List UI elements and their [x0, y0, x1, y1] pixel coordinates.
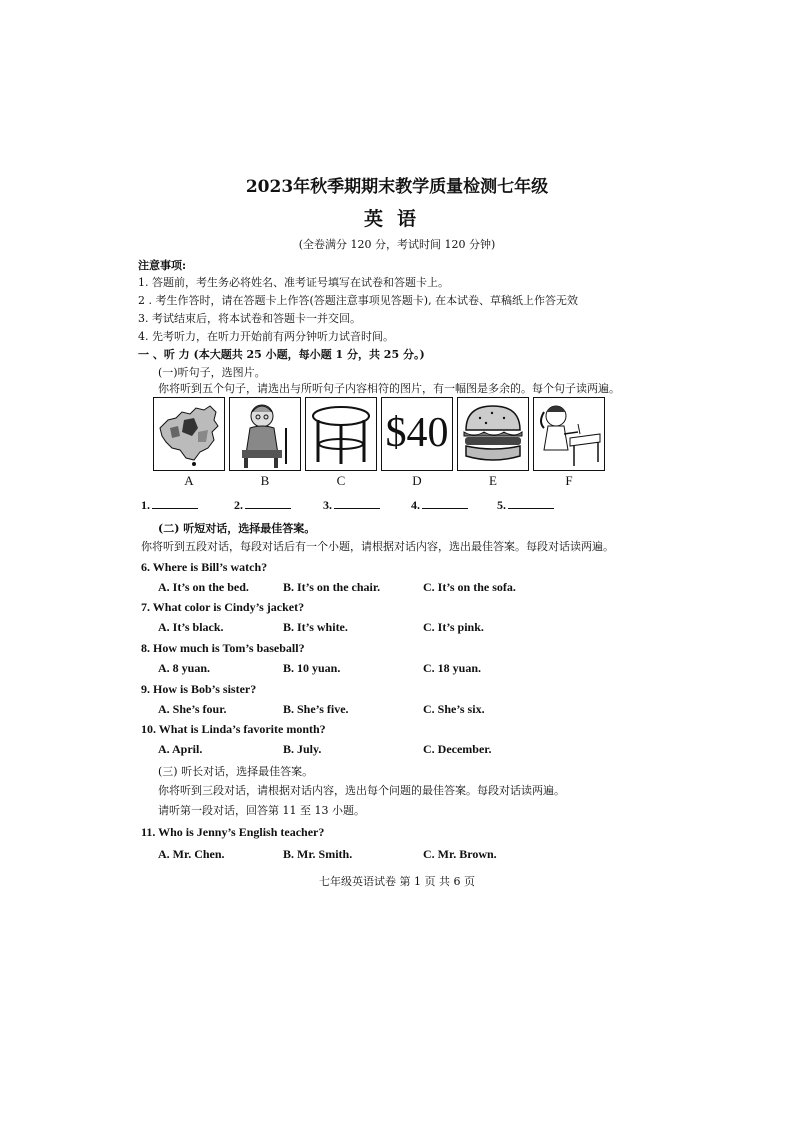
- note-item-3: 3. 考试结束后，将本试卷和答题卡一并交回。: [138, 312, 361, 325]
- picture-label-e: E: [489, 473, 497, 488]
- q11-option-b[interactable]: B. Mr. Smith.: [283, 847, 353, 861]
- q8-option-b[interactable]: B. 10 yuan.: [283, 661, 341, 675]
- q7-option-a[interactable]: A. It’s black.: [158, 620, 224, 634]
- table-icon: [305, 397, 377, 471]
- q8-option-c[interactable]: C. 18 yuan.: [423, 661, 482, 675]
- q7-option-c[interactable]: C. It’s pink.: [423, 620, 484, 634]
- section-listening-heading: 一 、听 力 (本大题共 25 小题，每小题 1 分，共 25 分。): [138, 348, 425, 361]
- question-9: 9. How is Bob’s sister?: [141, 682, 257, 696]
- question-7: 7. What color is Cindy’s jacket?: [141, 600, 305, 614]
- china-map-icon: [153, 397, 225, 471]
- q11-option-c[interactable]: C. Mr. Brown.: [423, 847, 497, 861]
- picture-label-d: D: [412, 473, 422, 488]
- q10-option-c[interactable]: C. December.: [423, 742, 492, 756]
- hamburger-icon: [457, 397, 529, 471]
- q10-option-b[interactable]: B. July.: [283, 742, 322, 756]
- question-6: 6. Where is Bill’s watch?: [141, 560, 268, 574]
- part2-heading: (二) 听短对话，选择最佳答案。: [158, 522, 316, 535]
- part1-heading: (一)听句子，选图片。: [158, 366, 266, 379]
- q6-option-c[interactable]: C. It’s on the sofa.: [423, 580, 516, 594]
- answer-blank-5[interactable]: 5.: [497, 498, 554, 513]
- grandmother-icon: [229, 397, 301, 471]
- exam-title: 2023年秋季期期末教学质量检测七年级: [245, 177, 549, 197]
- part3-sub-instruction: 请听第一段对话，回答第 11 至 13 小题。: [158, 804, 365, 817]
- picture-label-c: C: [336, 473, 346, 488]
- notes-heading: 注意事项:: [138, 259, 187, 272]
- q8-option-a[interactable]: A. 8 yuan.: [158, 661, 211, 675]
- page-footer: 七年级英语试卷 第 1 页 共 6 页: [319, 875, 475, 888]
- question-10: 10. What is Linda’s favorite month?: [141, 722, 326, 736]
- q6-option-b[interactable]: B. It’s on the chair.: [283, 580, 381, 594]
- picture-label-f: F: [565, 473, 573, 488]
- subject-title: 英语: [363, 208, 430, 230]
- q9-option-b[interactable]: B. She’s five.: [283, 702, 349, 716]
- question-8: 8. How much is Tom’s baseball?: [141, 641, 305, 655]
- note-item-2: 2 . 考生作答时，请在答题卡上作答(答题注意事项见答题卡), 在本试卷、草稿纸上作答无效: [138, 294, 579, 307]
- girl-at-desk-icon: [533, 397, 605, 471]
- answer-blank-1[interactable]: 1.: [141, 498, 198, 513]
- score-note: (全卷满分 120 分，考试时间 120 分钟): [298, 238, 496, 251]
- part3-heading: (三) 听长对话，选择最佳答案。: [158, 765, 314, 778]
- answer-blank-2[interactable]: 2.: [234, 498, 291, 513]
- answer-blank-4[interactable]: 4.: [411, 498, 468, 513]
- part1-instruction: 你将听到五个句子，请选出与所听句子内容相符的图片，有一幅图是多余的。每个句子读两遍。: [158, 382, 620, 395]
- part2-instruction: 你将听到五段对话，每段对话后有一个小题，请根据对话内容，选出最佳答案。每段对话读两遍。: [141, 540, 614, 553]
- q7-option-b[interactable]: B. It’s white.: [283, 620, 348, 634]
- picture-label-a: A: [184, 473, 194, 488]
- price-text: $40: [385, 410, 449, 456]
- q9-option-a[interactable]: A. She’s four.: [158, 702, 227, 716]
- answer-blank-3[interactable]: 3.: [323, 498, 380, 513]
- q11-option-a[interactable]: A. Mr. Chen.: [158, 847, 225, 861]
- q9-option-c[interactable]: C. She’s six.: [423, 702, 485, 716]
- note-item-1: 1. 答题前，考生务必将姓名、准考证号填写在试卷和答题卡上。: [138, 276, 449, 289]
- q10-option-a[interactable]: A. April.: [158, 742, 203, 756]
- question-11: 11. Who is Jenny’s English teacher?: [141, 825, 325, 839]
- picture-label-b: B: [260, 473, 270, 488]
- part3-instruction: 你将听到三段对话，请根据对话内容，选出每个问题的最佳答案。每段对话读两遍。: [158, 784, 565, 797]
- q6-option-a[interactable]: A. It’s on the bed.: [158, 580, 249, 594]
- price-tag-icon: [381, 397, 453, 471]
- note-item-4: 4. 先考听力，在听力开始前有两分钟听力试音时间。: [138, 330, 394, 343]
